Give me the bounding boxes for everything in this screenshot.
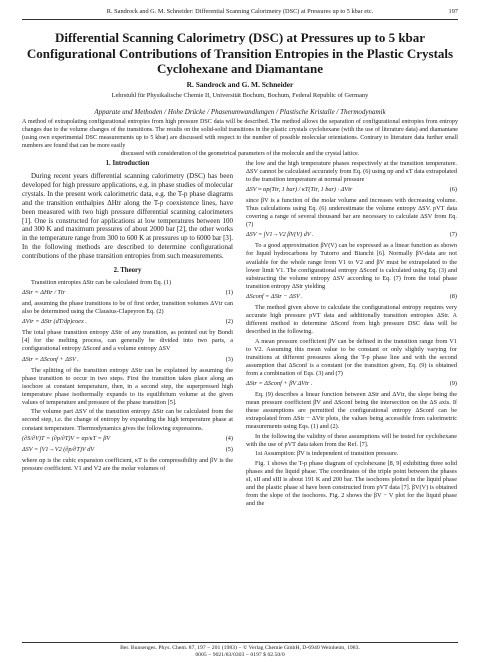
equation-1 <box>22 289 233 297</box>
equation-6-number: (6) <box>449 186 457 194</box>
section-heading-theory: 2. Theory <box>113 267 142 275</box>
page-number: 197 <box>448 8 458 15</box>
approximation-paragraph: To a good approximation βV(V) can be expressed as a linear function as shown for liquid hydrocarbons by Tutorro and Bianchi [6]. Normally βV-data are not available for the whole range from V1 to V2 and βV must be extrapolated to the lower limit V1. The configurational entropy ΔSconf is calculated using Eq. (3) and substracting the volume entropy ΔSV according to Eq. (7) from the total phase transition entropy ΔStr yielding <box>246 242 457 290</box>
footer-rule <box>22 642 458 643</box>
article-affiliation: Lehrstuhl für Physikalische Chemie II, Universität Bochum, Bochum, Federal Republic of Germany <box>111 92 369 99</box>
equation-4-body: (∂S/∂V)T = (∂p/∂T)V = αp/κT = βV <box>22 434 111 442</box>
theory-paragraph: Transition entropies ΔStr can be calculated from Eq. (1) <box>31 279 172 287</box>
equation-7 <box>246 231 457 239</box>
equation-3-body: ΔStr = ΔSconf + ΔSV . <box>22 355 79 363</box>
continuation-paragraph: the low and the high temperature phases respectively at the transition temperature. ΔSV cannot be calculated accurately from Eq. (6) using αp and κT data extrapolated to the transition temperature at normal pressure <box>246 160 457 184</box>
section-heading-introduction: 1. Introduction <box>105 160 150 167</box>
equation-5 <box>22 446 233 454</box>
abstract-text-last: discussed with consideration of the geometrical parameters of the molecule and the crystal lattice. <box>120 150 360 157</box>
validity-paragraph: In the following the validity of these assumptions will be tested for cyclohexane with the use of pVT data taken from the Ref. [7]. <box>246 432 457 448</box>
left-column <box>22 160 233 474</box>
equation-3-number: (3) <box>225 355 233 363</box>
since-paragraph: since βV is a function of the molar volume and increases with decreasing volume. Thus calculations using Eq. (6) underestimate the volume entropy ΔSV. pVT data covering a range of several thousand bar are necessary to calculate ΔSV from Eq. (7) <box>246 197 457 229</box>
right-column <box>246 160 457 510</box>
equation-6 <box>246 186 457 194</box>
equation-4-number: (4) <box>225 434 233 442</box>
introduction-paragraph: During recent years differential scanning calorimetry (DSC) has been developed for high pressure applications, e.g. in phase studies of molecular crystals. In the present work calorimetric data, e.g. the T-p phase diagrams and the transition enthalpies ΔHtr along the T-p coexistence lines, have been measured with two high pressure differential scanning calorimeters [1]. One is constructed for applications at low temperatures between 100 and 300 K and maximum pressures of about 2000 bar [2], the other works in the temperature range from 300 to 600 K at pressures up to 6000 bar [3]. In the following methods are described to determine configurational contributions of the phase transition entropies from such measurements. <box>22 172 233 261</box>
article-authors: R. Sandrock and G. M. Schneider <box>186 80 294 89</box>
equation-2 <box>22 318 233 326</box>
equation-1-body: ΔStr = ΔHtr / Ttr <box>22 289 66 297</box>
running-title: R. Sandrock and G. M. Schneider: Differential Scanning Calorimetry (DSC) at Pressures up to 5 kbar etc. <box>106 8 374 15</box>
equation-1-number: (1) <box>225 289 233 297</box>
equation-5-body: ΔSV = ∫V1→V2 (∂p/∂T)V dV <box>22 445 95 453</box>
equation-3 <box>22 356 233 364</box>
figure-description-paragraph: Fig. 1 shows the T-p phase diagram of cyclohexane [8, 9] exhibiting three solid phases and the liquid phase. The coordinates of the triple point between the phases sI, sII and sIII is about 191 K and 200 bar. The isochores plotted in the liquid phase and the plastic phase sI have been constructed from pVT data [7]. βV(V) is obtained from the slope of the isochores. Fig. 2 shows the βV − V plot for the liquid phase and the <box>246 459 457 508</box>
assumption-paragraph: 1st Assumption: β̄V is independent of transition pressure. <box>255 450 399 458</box>
equation-9-number: (9) <box>449 379 457 387</box>
article-keywords: Apparate und Methoden / Hohe Drücke / Phasenumwandlungen / Plastische Kristalle / Thermodynamik <box>94 108 386 116</box>
article-code: 0005 − 9021/83/0303 − 0197 $ 02.50/0 <box>195 652 285 658</box>
equation-9-body: ΔStr = ΔSconf + β̄V ΔVtr . <box>246 379 313 387</box>
equation-7-body: ΔSV = ∫V1→V2 βV(V) dV . <box>246 231 314 239</box>
equation-2-body: ΔVtr = ΔStr (dT/dp)coex . <box>22 318 87 326</box>
equation-8-body: ΔSconf = ΔStr − ΔSV . <box>246 292 303 300</box>
equation-6-body: ΔSV ≈ αp(Ttr, 1 bar) / κT(Ttr, 1 bar) · ΔVtr <box>246 186 353 194</box>
header-rule <box>22 19 458 20</box>
linear-function-paragraph: Eq. (9) describes a linear function between ΔStr and ΔVtr, the slope being the mean pressure coefficient β̄V and ΔSconf being the intersection on the ΔS axis. If these assumptions are permitted the configurational entropy ΔSconf can be extrapolated from ΔStr − ΔVtr plots, the values being accessible from calorimetric measurements using Eqs. (1) and (2). <box>246 390 457 430</box>
total-entropy-paragraph: The total phase transition entropy ΔStr of any transition, as pointed out by Bondi [4] for the melting process, can generally be divided into two parts, a configurational entropy ΔSconf and a volume entropy ΔSV <box>22 329 233 353</box>
equation-2-number: (2) <box>225 318 233 326</box>
coefficients-paragraph: where αp is the cubic expansion coefficient, κT is the compressibility and βV is the pressure coefficient. V1 and V2 are the molar volumes of <box>22 456 233 472</box>
abstract-text: A method of extrapolating configurational entropies from high pressure DSC data will be described. The method allows the separation of configurational entropies from entropy changes due to the volume changes of the transitions. The results on the solid-solid transitions in the plastic crystals cyclohexane (with the use of literature data) and diamantane (using own experimental DSC measurements up to 5 kbar) are discussed with respect to the number of possible molecular orientations. Contrary to literature data further small numbers are found that can be more easily <box>22 119 458 149</box>
journal-citation: Ber. Bunsenges. Phys. Chem. 87, 197 − 201 (1983) − © Verlag Chemie GmbH, D-6940 Weinheim, 1983. <box>120 645 360 651</box>
equation-8-number: (8) <box>449 292 457 300</box>
splitting-paragraph: The splitting of the transition entropy ΔStr can be explained by assuming the phase transition to occur in two steps. First the transition takes place along an isochore at constant temperature, then, in a second step, the superpressed high temperature phase isothermally expands to its equilibrium volume at the given values of temperature and pressure of the phase transition [5]. <box>22 366 233 406</box>
equation-9 <box>246 380 457 388</box>
method-paragraph: The method given above to calculate the configurational entropy requires very accurate high pressure pVT data and additionally transition entropies ΔStr. A different method to determine ΔSconf from high pressure DSC data will be described in the following. <box>246 303 457 335</box>
equation-7-number: (7) <box>449 231 457 239</box>
equation-8 <box>246 293 457 301</box>
article-title: Differential Scanning Calorimetry (DSC) at Pressures up to 5 kbar Configurational Contributions of Transition Entropies in the Plastic Crystals Cyclohexane and Diamantane <box>26 30 454 76</box>
volume-part-paragraph: The volume part ΔSV of the transition entropy ΔStr can be calculated from the second step, i.e. the change of entropy by expanding the high temperature phase at constant temperature. Thermodynamics gives the following expressions. <box>22 408 233 432</box>
equation-5-number: (5) <box>225 445 233 453</box>
clausius-clapeyron-paragraph: and, assuming the phase transitions to be of first order, transition volumes ΔVtr can also be determined using the Clausius-Clapeyron Eq. (2) <box>22 300 233 316</box>
abstract <box>22 119 458 159</box>
equation-4 <box>22 435 233 443</box>
mean-coefficient-paragraph: A mean pressure coefficient β̄V can be defined in the transition range from V1 to V2. Assuming this mean value to be constant or only slightly varying for transitions at different pressures along the T-p phase line and with the second assumption that ΔSconf is a constant (or the transition given, Eq. (9) is obtained from a combination of Eqs. (3) and (7) <box>246 337 457 377</box>
footer <box>22 645 458 659</box>
